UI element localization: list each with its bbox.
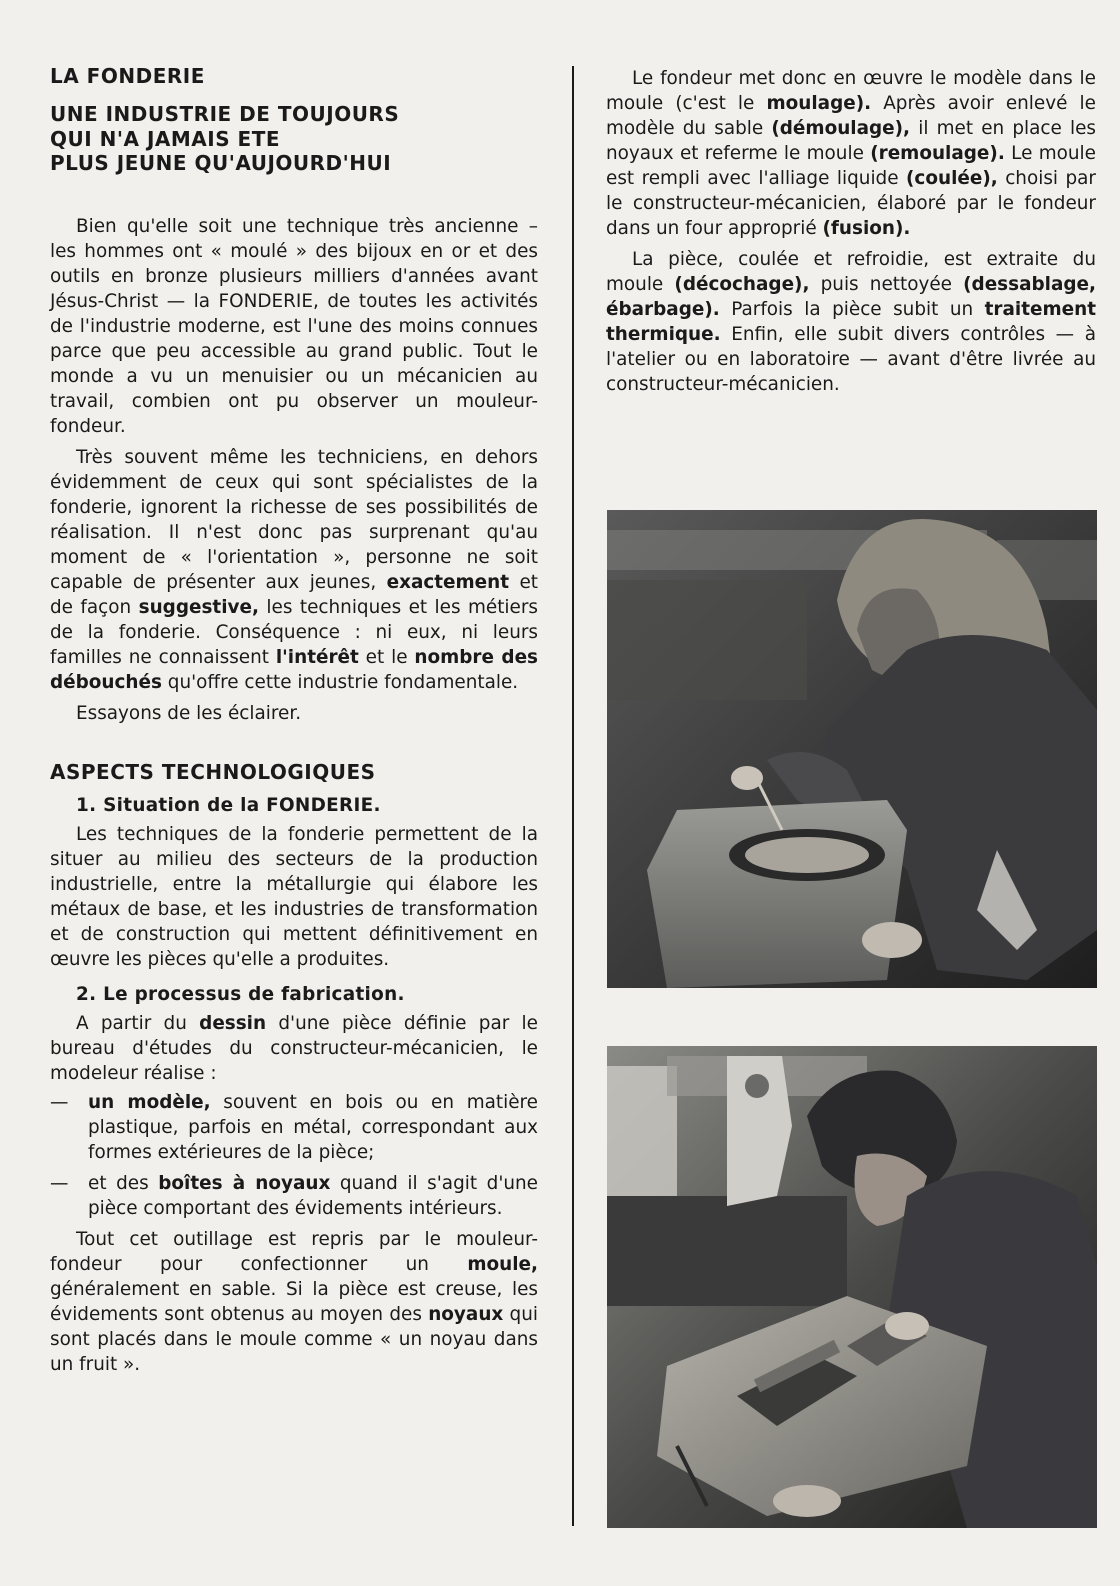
text-run: et le (358, 646, 415, 668)
article-title: LA FONDERIE (50, 64, 205, 88)
text-run: Le fondeur met donc en œuvre le modèle dans le moule (c'est le (606, 68, 1096, 114)
text-run: Enfin, elle subit divers contrôles — à l'atelier ou en laboratoire — avant d'être livrée au constructeur-mécanicien. (606, 324, 1096, 395)
text-run: d'une pièce définie par le bureau d'études du constructeur-mécanicien, le modeleur réalise : (50, 1012, 538, 1084)
text-run: et de façon (50, 571, 538, 618)
dash-mark: — (50, 1172, 69, 1194)
bold-text: (coulée), (906, 168, 998, 189)
bold-text: (décochage), (674, 274, 810, 295)
bold-text: suggestive, (138, 596, 259, 618)
section-heading: ASPECTS TECHNOLOGIQUES (50, 759, 376, 784)
text-run: qui sont placés dans le moule comme « un noyau dans un fruit ». (50, 1303, 538, 1375)
photo-worker-bench-image (607, 1046, 1097, 1528)
situation-paragraph: Les techniques de la fonderie permettent de la situer au milieu des secteurs de la production industrielle, entre la métallurgie qui élabore les métaux de base, et les industries de transformation et de construction qui mettent définitivement en œuvre les pièces qu'elle a produites. (50, 823, 538, 970)
bold-text: moule, (467, 1253, 538, 1275)
left-column (50, 60, 538, 1377)
mould-paragraph (50, 1227, 538, 1377)
bold-text: (remoulage). (870, 143, 1005, 164)
list-item (50, 1090, 538, 1165)
text-run: et des (88, 1172, 159, 1194)
text-run: puis nettoyée (809, 274, 964, 295)
list-item (50, 1171, 538, 1221)
text-run: choisi par le constructeur-mécanicien, élaboré par le fondeur dans un four approprié (606, 168, 1096, 239)
photo-worker-mould (607, 510, 1097, 988)
bold-text: (démoulage), (771, 118, 911, 139)
bold-text: (fusion). (822, 218, 911, 239)
bold-text: un modèle, (88, 1091, 211, 1113)
text-run: Très souvent même les techniciens, en dehors évidemment de ceux qui sont spécialistes de la fonderie, ignorent la richesse de ses possibilités de réalisation. Il n'est donc pas surprenant qu'au moment de « l'orientation », personne ne soit capable de présenter aux jeunes, (50, 446, 538, 593)
bold-text: l'intérêt (275, 646, 359, 668)
text-run: généralement en sable. Si la pièce est creuse, les évidements sont obtenus au moyen des (50, 1278, 538, 1325)
technicians-paragraph (50, 445, 538, 695)
finishing-paragraph (606, 247, 1096, 397)
bold-text: exactement (386, 571, 510, 593)
text-run: quand il s'agit d'une pièce comportant des évidements intérieurs. (88, 1172, 538, 1219)
bold-text: (dessablage, ébarbage). (606, 274, 1096, 320)
subsection-heading-2: 2. Le processus de fabrication. (76, 983, 405, 1005)
tooling-list (50, 1090, 538, 1221)
subtitle-line: UNE INDUSTRIE DE TOUJOURS (50, 102, 400, 126)
right-column (606, 66, 1096, 397)
text-run: Le moule est rempli avec l'alliage liquide (606, 143, 1096, 189)
intro-paragraph: Bien qu'elle soit une technique très ancienne – les hommes ont « moulé » des bijoux en or et des outils en bronze plusieurs milliers d'années avant Jésus-Christ — la FONDERIE, de toutes les activités de l'industrie moderne, est l'une des moins connues parce que peu accessible au grand public. Tout le monde a vu un menuisier ou un mécanicien au travail, combien ont pu observer un mouleur-fondeur. (50, 215, 538, 437)
text-run: il met en place les noyaux et referme le moule (606, 118, 1096, 164)
text-run: A partir du (76, 1012, 200, 1034)
column-divider (572, 66, 574, 1526)
bold-text: boîtes à noyaux (158, 1172, 331, 1194)
text-run: Après avoir enlevé le modèle du sable (606, 93, 1096, 139)
text-run: Tout cet outillage est repris par le mouleur-fondeur pour confectionner un (50, 1228, 538, 1275)
photo-worker-bench (607, 1046, 1097, 1528)
dash-mark: — (50, 1091, 69, 1113)
photo-worker-mould-image (607, 510, 1097, 988)
closing-intro-paragraph: Essayons de les éclairer. (76, 702, 302, 724)
text-run: souvent en bois ou en matière plastique, parfois en métal, correspondant aux formes extérieures de la pièce; (88, 1091, 538, 1163)
moulding-paragraph (606, 66, 1096, 241)
subtitle-line: PLUS JEUNE QU'AUJOURD'HUI (50, 151, 392, 175)
bold-text: nombre des débouchés (50, 646, 538, 693)
text-run: Parfois la pièce subit un (719, 299, 985, 320)
text-run: les techniques et les métiers de la fonderie. Conséquence : ni eux, ni leurs familles ne connaissent (50, 596, 538, 668)
text-run: qu'offre cette industrie fondamentale. (161, 671, 519, 693)
bold-text: traitement thermique. (606, 299, 1096, 345)
bold-text: moulage). (766, 93, 872, 114)
process-paragraph (50, 1011, 538, 1086)
subtitle-line: QUI N'A JAMAIS ETE (50, 126, 281, 151)
text-run: La pièce, coulée et refroidie, est extraite du moule (606, 249, 1096, 295)
bold-text: dessin (199, 1012, 267, 1034)
bold-text: noyaux (428, 1303, 504, 1325)
subsection-heading-1: 1. Situation de la FONDERIE. (76, 794, 381, 816)
article-subtitle (50, 102, 538, 176)
